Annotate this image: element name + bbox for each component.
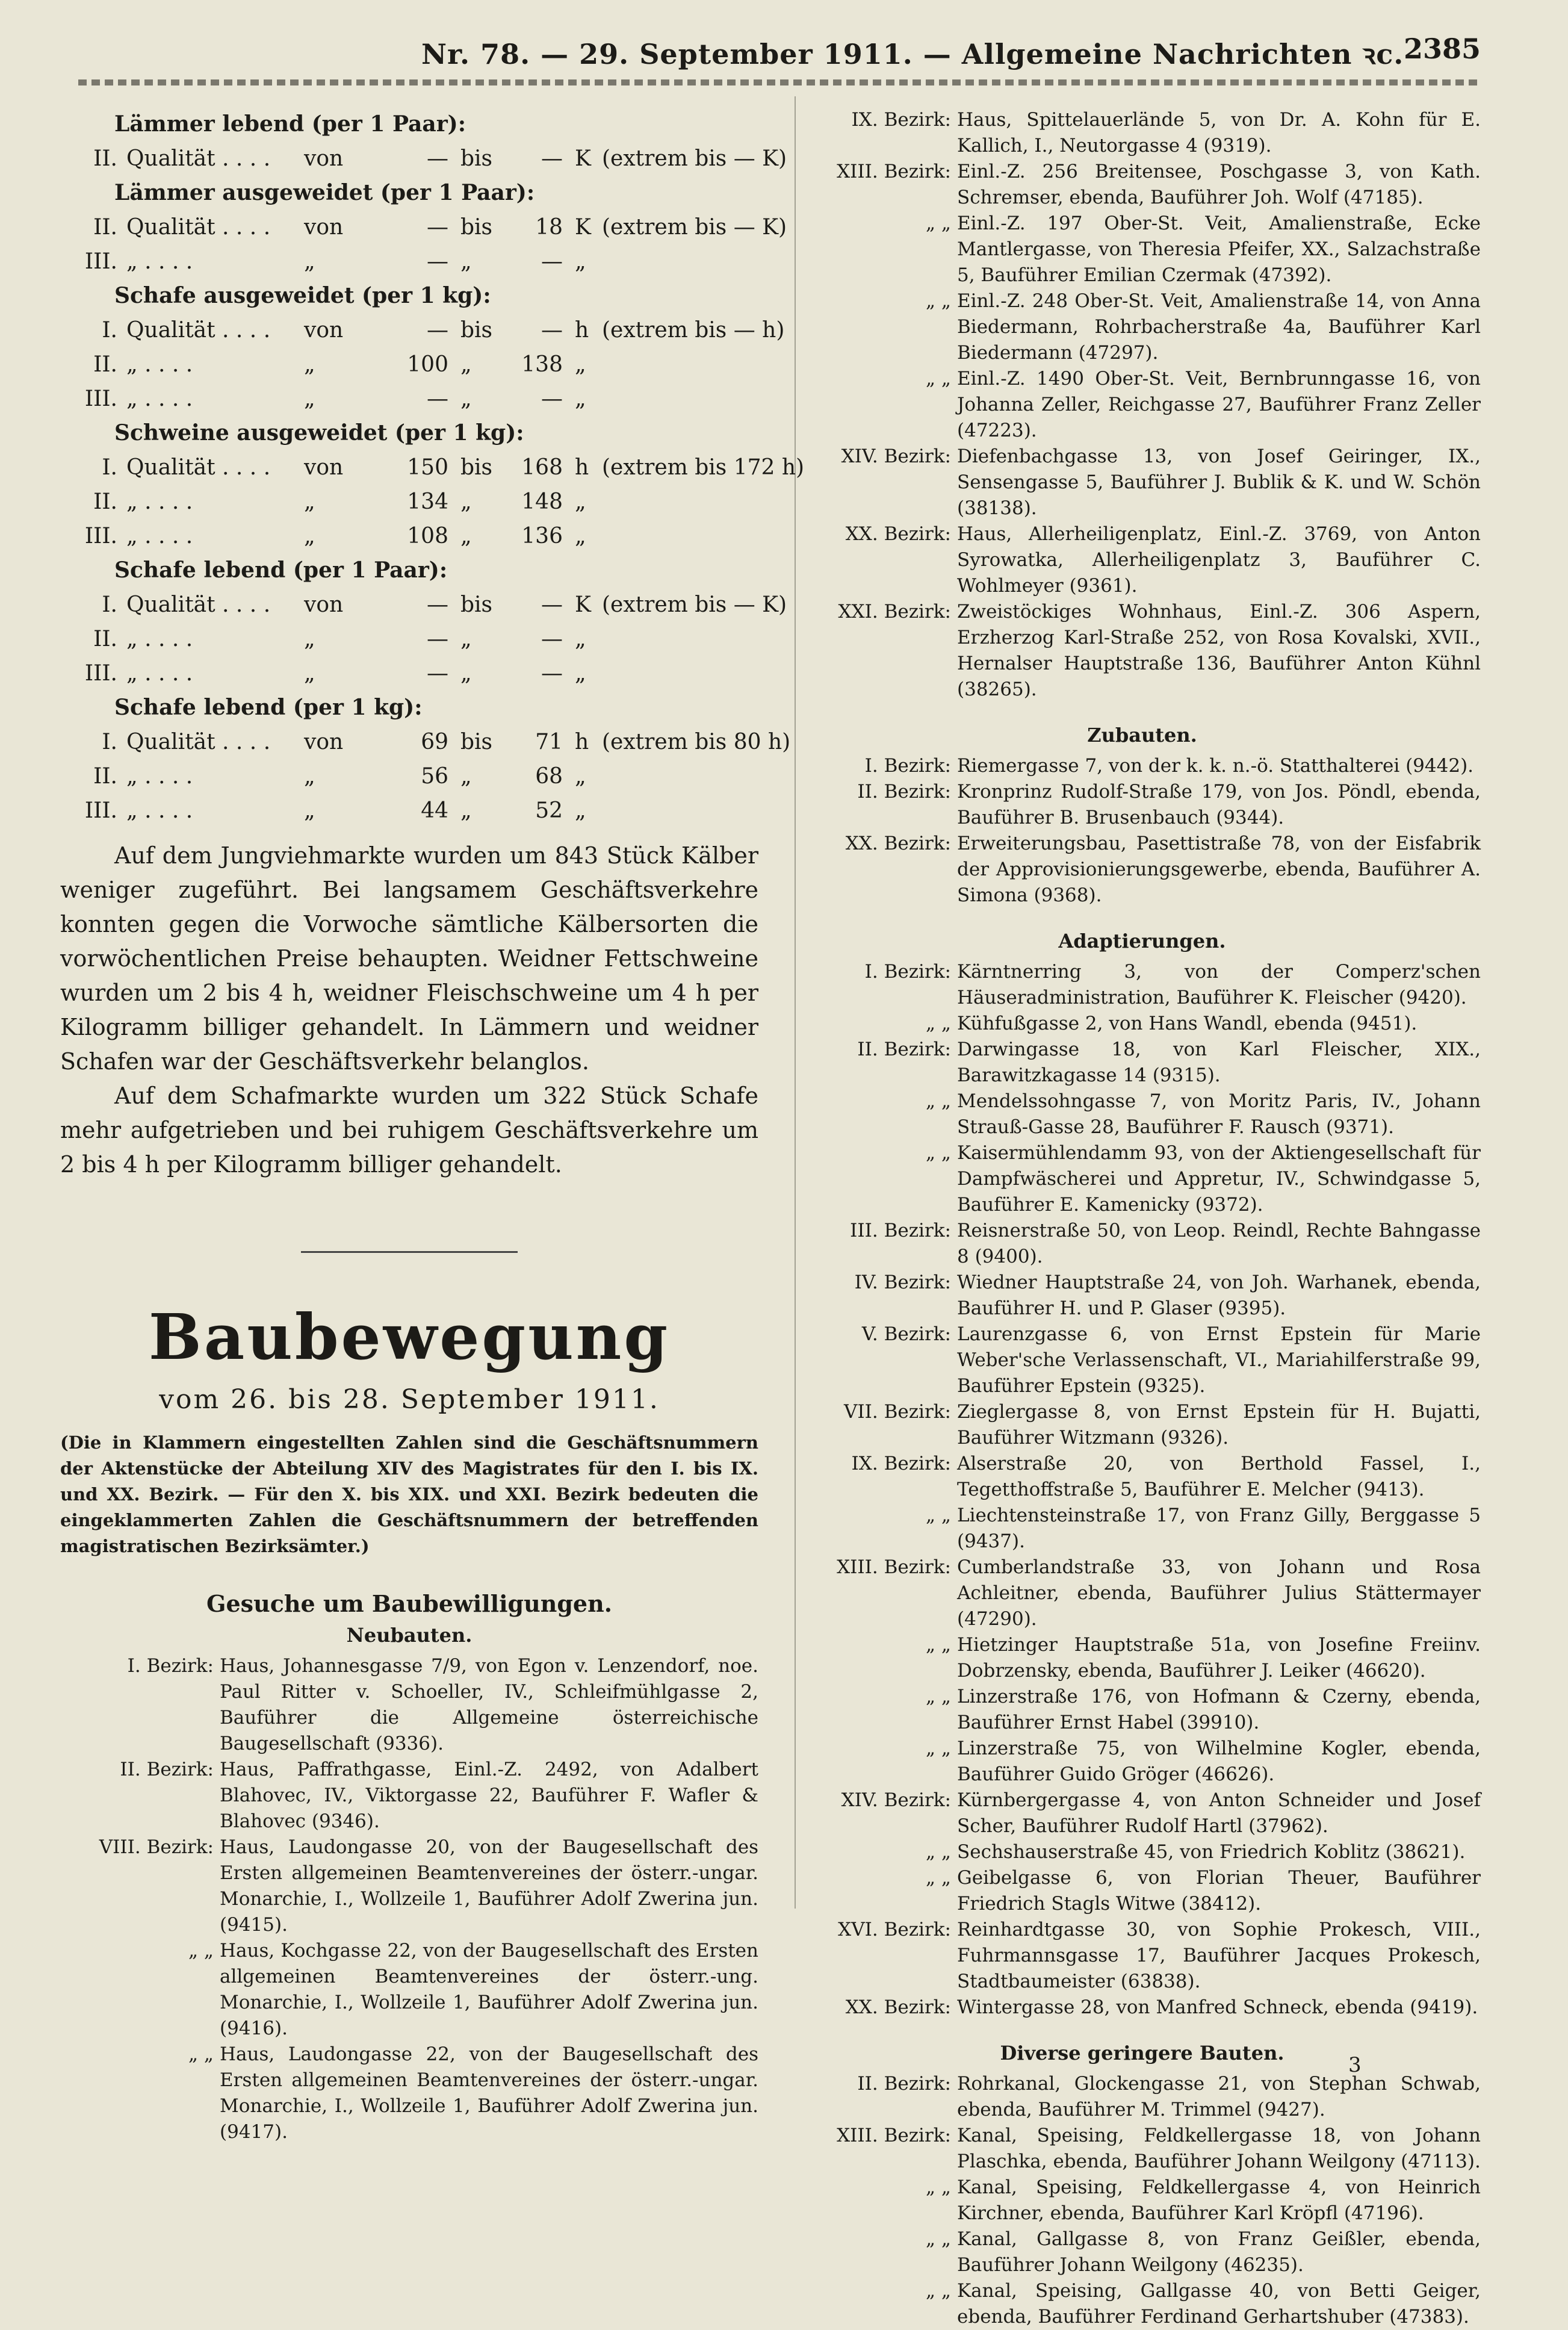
building-entry	[804, 831, 1481, 909]
price-from: 44	[421, 798, 448, 823]
district-label: II. Bezirk:	[120, 1759, 214, 1780]
price-row	[60, 794, 758, 828]
from-word: von	[304, 215, 344, 240]
building-entry	[60, 1834, 758, 1938]
page-number: 2385	[1403, 33, 1481, 65]
district-label: XIV. Bezirk:	[841, 1789, 951, 1811]
entry-text: Wintergasse 28, von Manfred Schneck, ebenda (9419).	[957, 1996, 1478, 2018]
entry-text: Zieglergasse 8, von Ernst Epstein für H. Bujatti, Bauführer Witzmann (9326).	[957, 1401, 1481, 1449]
price-extreme: (extrem bis 80 h)	[602, 730, 791, 754]
from-word: von	[304, 592, 344, 617]
price-unit: h	[575, 455, 589, 480]
entry-text: Geibelgasse 6, von Florian Theuer, Bauführer Friedrich Stagls Witwe (38412).	[957, 1867, 1481, 1915]
price-to: —	[541, 249, 563, 274]
entry-text: Kanal, Speising, Gallgasse 40, von Betti Geiger, ebenda, Bauführer Ferdinand Gerhartshuber (47383).	[957, 2280, 1481, 2328]
district-label: XX. Bezirk:	[845, 833, 951, 854]
district-label: XXI. Bezirk:	[838, 601, 951, 623]
from-word: „	[304, 627, 315, 651]
price-from: —	[427, 318, 448, 343]
market-paragraph-1: Auf dem Jungviehmarkte wurden um 843 Stück Kälber weniger zugeführt. Bei langsamem Geschäftsverkehre konnten gegen die Vorwoche sämtliche Kälbersorten die vorwöchentlichen Preise behaupten. Weidner Fettschweine wurden um 2 bis 4 h, weidner Fleischschweine um 4 h per Kilogramm billiger gehandelt. In Lämmern und weidner Schafen war der Geschäftsverkehr belanglos.	[60, 842, 758, 1075]
price-row	[60, 622, 758, 656]
district-label: „ „	[926, 1841, 951, 1863]
entry-text: Reisnerstraße 50, von Leop. Reindl, Rechte Bahngasse 8 (9400).	[957, 1220, 1481, 1267]
district-label: „ „	[926, 2280, 951, 2302]
quality-label: „ . . . .	[126, 627, 193, 651]
price-row	[60, 313, 785, 347]
price-unit: K	[575, 592, 591, 617]
to-word: „	[460, 524, 472, 548]
to-word: bis	[460, 455, 493, 480]
quality-label: „ . . . .	[126, 489, 193, 514]
entry-text: Rohrkanal, Glockengasse 21, von Stephan Schwab, ebenda, Bauführer M. Trimmel (9427).	[957, 2073, 1481, 2120]
building-entry	[804, 599, 1481, 703]
from-word: „	[304, 524, 315, 548]
district-label: „ „	[926, 1634, 951, 1656]
building-entry	[804, 211, 1481, 288]
price-to: 71	[535, 730, 563, 754]
livestock-price-list	[60, 107, 805, 828]
district-label: „ „	[926, 1090, 951, 1112]
baubewegung-date: vom 26. bis 28. September 1911.	[159, 1384, 660, 1415]
district-label: XIII. Bezirk:	[837, 1556, 951, 1578]
district-label: „ „	[926, 1505, 951, 1526]
building-entry	[804, 1839, 1481, 1865]
price-row	[60, 656, 758, 691]
price-to: 18	[535, 215, 563, 240]
building-entry	[804, 1917, 1481, 1995]
price-to: 136	[521, 524, 563, 548]
building-entry	[804, 1399, 1481, 1451]
entry-text: Einl.-Z. 248 Ober-St. Veit, Amalienstraße 14, von Anna Biedermann, Rohrbacherstraße 4a, Bauführer Karl Biedermann (47297).	[957, 290, 1481, 364]
district-label: XIII. Bezirk:	[837, 161, 951, 182]
price-unit: „	[575, 387, 586, 411]
price-to: 168	[521, 455, 563, 480]
building-entry	[804, 1089, 1481, 1140]
quality-grade: I.	[102, 592, 117, 617]
district-label: I. Bezirk:	[864, 755, 951, 777]
district-label: „ „	[926, 1686, 951, 1707]
adaptierungen-heading: Adaptierungen.	[1058, 930, 1226, 952]
district-label: „ „	[926, 1142, 951, 1164]
entry-text: Sechshauserstraße 45, von Friedrich Koblitz (38621).	[957, 1841, 1466, 1863]
price-row	[60, 588, 787, 622]
quality-grade: I.	[102, 318, 117, 343]
price-to: 138	[521, 352, 563, 377]
to-word: „	[460, 661, 472, 686]
quality-label: „ . . . .	[126, 352, 193, 377]
entry-text: Riemergasse 7, von der k. k. n.-ö. Statthalterei (9442).	[957, 755, 1474, 777]
building-entry	[804, 2175, 1481, 2226]
from-word: von	[304, 730, 344, 754]
price-to: —	[541, 387, 563, 411]
header-rule	[78, 79, 1481, 85]
entry-text: Alserstraße 20, von Berthold Fassel, I., Tegetthoffstraße 5, Bauführer E. Melcher (9413).	[957, 1453, 1481, 1500]
price-extreme: (extrem bis — K)	[602, 215, 787, 240]
district-label: VIII. Bezirk:	[99, 1836, 214, 1858]
price-to: —	[541, 318, 563, 343]
entry-text: Linzerstraße 75, von Wilhelmine Kogler, ebenda, Bauführer Guido Gröger (46626).	[957, 1738, 1481, 1785]
price-unit: „	[575, 798, 586, 823]
price-row	[60, 382, 758, 416]
entry-text: Diefenbachgasse 13, von Josef Geiringer, IX., Sensengasse 5, Bauführer J. Bublik & K. und W. Schön (38138).	[957, 446, 1481, 519]
district-label: I. Bezirk:	[127, 1655, 214, 1677]
building-entry	[804, 959, 1481, 1011]
entry-text: Hietzinger Hauptstraße 51a, von Josefine Freiinv. Dobrzensky, ebenda, Bauführer J. Leiker (46620).	[957, 1634, 1481, 1682]
adaptierungen-list	[804, 959, 1481, 2021]
price-unit: „	[575, 249, 586, 274]
district-label: „ „	[926, 2176, 951, 2198]
price-from: 69	[421, 730, 448, 754]
quality-grade: II.	[93, 215, 117, 240]
diverse-list	[804, 2071, 1481, 2330]
to-word: bis	[460, 146, 493, 171]
district-label: V. Bezirk:	[861, 1323, 951, 1345]
entry-text: Einl.-Z. 197 Ober-St. Veit, Amalienstraße, Ecke Mantlergasse, von Theresia Pfeifer, XX., Salzachstraße 5, Bauführer Emilian Czermak (47392).	[957, 213, 1481, 286]
building-entry	[60, 1653, 758, 1757]
quality-label: Qualität . . . .	[126, 730, 271, 754]
entry-text: Liechtensteinstraße 17, von Franz Gilly, Berggasse 5 (9437).	[957, 1505, 1481, 1552]
to-word: „	[460, 249, 472, 274]
building-entry	[804, 159, 1481, 211]
building-entry	[804, 366, 1481, 444]
price-row	[60, 485, 758, 519]
entry-text: Linzerstraße 176, von Hofmann & Czerny, ebenda, Bauführer Ernst Habel (39910).	[957, 1686, 1481, 1733]
price-row	[60, 141, 787, 176]
zubauten-list	[804, 753, 1481, 909]
livestock-category: Lämmer lebend (per 1 Paar):	[114, 111, 466, 137]
footer-number: 3	[1348, 2053, 1362, 2077]
entry-text: Darwingasse 18, von Karl Fleischer, XIX., Barawitzkagasse 14 (9315).	[957, 1039, 1481, 1086]
building-entry	[804, 107, 1481, 159]
district-label: „ „	[926, 368, 951, 390]
to-word: „	[460, 764, 472, 789]
building-entry	[804, 521, 1481, 599]
quality-grade: II.	[93, 627, 117, 651]
price-to: —	[541, 627, 563, 651]
quality-label: „ . . . .	[126, 764, 193, 789]
to-word: „	[460, 627, 472, 651]
from-word: „	[304, 387, 315, 411]
building-entry	[804, 1270, 1481, 1322]
building-entry	[804, 1451, 1481, 1503]
building-entry	[804, 1865, 1481, 1917]
price-to: —	[541, 661, 563, 686]
livestock-category: Schafe ausgeweidet (per 1 kg):	[114, 283, 491, 308]
from-word: „	[304, 798, 315, 823]
price-to: —	[541, 592, 563, 617]
district-label: „ „	[926, 290, 951, 312]
entry-text: Zweistöckiges Wohnhaus, Einl.-Z. 306 Aspern, Erzherzog Karl-Straße 252, von Rosa Kovalski, XVII., Hernalser Hauptstraße 136, Bauführer Anton Kühnl (38265).	[957, 601, 1481, 700]
building-entry	[60, 1757, 758, 1834]
price-extreme: (extrem bis 172 h)	[602, 455, 805, 480]
livestock-category: Schweine ausgeweidet (per 1 kg):	[114, 420, 524, 446]
price-unit: „	[575, 627, 586, 651]
entry-text: Kärntnerring 3, von der Comperz'schen Häuseradministration, Bauführer K. Fleischer (9420).	[957, 961, 1481, 1008]
gesuche-heading: Gesuche um Baubewilligungen.	[206, 1590, 612, 1617]
quality-grade: I.	[102, 455, 117, 480]
district-label: II. Bezirk:	[857, 1039, 951, 1060]
price-from: 134	[407, 489, 448, 514]
price-to: 68	[535, 764, 563, 789]
quality-grade: II.	[93, 489, 117, 514]
quality-label: „ . . . .	[126, 798, 193, 823]
price-unit: „	[575, 661, 586, 686]
price-to: —	[541, 146, 563, 171]
entry-text: Kühfußgasse 2, von Hans Wandl, ebenda (9451).	[957, 1013, 1418, 1034]
page-header	[72, 29, 1481, 83]
entry-text: Kronprinz Rudolf-Straße 179, von Jos. Pöndl, ebenda, Bauführer B. Brusenbauch (9344).	[957, 781, 1481, 828]
building-entry	[804, 1555, 1481, 1632]
price-row	[60, 210, 787, 244]
price-to: 52	[535, 798, 563, 823]
price-from: 56	[421, 764, 448, 789]
district-label: „ „	[926, 1013, 951, 1034]
to-word: „	[460, 489, 472, 514]
neubauten-list-left	[60, 1653, 758, 2145]
district-label: „ „	[926, 1738, 951, 1759]
district-label: II. Bezirk:	[857, 2073, 951, 2095]
building-entry	[804, 1684, 1481, 1736]
price-unit: h	[575, 730, 589, 754]
quality-grade: II.	[93, 764, 117, 789]
quality-label: „ . . . .	[126, 661, 193, 686]
building-entry	[804, 1503, 1481, 1555]
from-word: „	[304, 352, 315, 377]
livestock-category: Lämmer ausgeweidet (per 1 Paar):	[114, 180, 535, 205]
district-label: IX. Bezirk:	[851, 1453, 951, 1474]
entry-text: Laurenzgasse 6, von Ernst Epstein für Marie Weber'sche Verlassenschaft, VI., Mariahilferstraße 99, Bauführer Epstein (9325).	[957, 1323, 1481, 1397]
building-entry	[804, 1140, 1481, 1218]
price-to: 148	[521, 489, 563, 514]
from-word: „	[304, 489, 315, 514]
entry-text: Kanal, Gallgasse 8, von Franz Geißler, ebenda, Bauführer Johann Weilgony (46235).	[957, 2228, 1481, 2276]
market-paragraph-2: Auf dem Schafmarkte wurden um 322 Stück Schafe mehr aufgetrieben und bei ruhigem Geschäftsverkehre um 2 bis 4 h per Kilogramm billiger gehandelt.	[60, 1083, 758, 1178]
zubauten-heading: Zubauten.	[1087, 724, 1197, 747]
from-word: von	[304, 455, 344, 480]
price-from: —	[427, 249, 448, 274]
price-extreme: (extrem bis — K)	[602, 146, 787, 171]
price-unit: h	[575, 318, 589, 343]
building-entry	[804, 1037, 1481, 1089]
neubauten-list-right	[804, 107, 1481, 703]
district-label: „ „	[926, 1867, 951, 1889]
entry-text: Cumberlandstraße 33, von Johann und Rosa Achleitner, ebenda, Bauführer Julius Stättermayer (47290).	[957, 1556, 1481, 1630]
quality-grade: II.	[93, 146, 117, 171]
quality-label: Qualität . . . .	[126, 318, 271, 343]
building-entry	[804, 2071, 1481, 2123]
quality-label: Qualität . . . .	[126, 455, 271, 480]
entry-text: Einl.-Z. 1490 Ober-St. Veit, Bernbrunngasse 16, von Johanna Zeller, Reichgasse 27, Bauführer Franz Zeller (47223).	[957, 368, 1481, 441]
quality-label: Qualität . . . .	[126, 592, 271, 617]
from-word: von	[304, 318, 344, 343]
diverse-heading: Diverse geringere Bauten.	[1000, 2042, 1284, 2064]
price-unit: „	[575, 524, 586, 548]
quality-label: „ . . . .	[126, 524, 193, 548]
district-label: II. Bezirk:	[857, 781, 951, 803]
price-from: 150	[407, 455, 448, 480]
district-label: XX. Bezirk:	[845, 523, 951, 545]
entry-text: Einl.-Z. 256 Breitensee, Poschgasse 3, von Kath. Schremser, ebenda, Bauführer Joh. Wolf (47185).	[957, 161, 1481, 208]
building-entry	[804, 753, 1481, 779]
price-from: —	[427, 215, 448, 240]
building-entry	[804, 1788, 1481, 1839]
to-word: „	[460, 387, 472, 411]
entry-text: Kaisermühlendamm 93, von der Aktiengesellschaft für Dampfwäscherei und Appretur, IV., Schwindgasse 5, Bauführer E. Kamenicky (9372).	[957, 1142, 1481, 1216]
district-label: XVI. Bezirk:	[838, 1919, 951, 1940]
price-unit: „	[575, 489, 586, 514]
right-column	[804, 107, 1481, 2330]
from-word: „	[304, 661, 315, 686]
entry-text: Haus, Laudongasse 20, von der Baugesellschaft des Ersten allgemeinen Beamtenvereines der österr.-ungar. Monarchie, I., Wollzeile 1, Bauführer Adolf Zwerina jun. (9415).	[220, 1836, 758, 1936]
quality-grade: III.	[84, 249, 117, 274]
district-label: „ „	[926, 213, 951, 234]
quality-grade: III.	[84, 798, 117, 823]
to-word: bis	[460, 592, 493, 617]
price-extreme: (extrem bis — h)	[602, 318, 785, 343]
building-entry	[60, 1938, 758, 2042]
quality-grade: II.	[93, 352, 117, 377]
entry-text: Kanal, Speising, Feldkellergasse 4, von Heinrich Kirchner, ebenda, Bauführer Karl Kröpfl (47196).	[957, 2176, 1481, 2224]
district-label: „ „	[188, 1940, 214, 1962]
entry-text: Reinhardtgasse 30, von Sophie Prokesch, VIII., Fuhrmannsgasse 17, Bauführer Jacques Prokesch, Stadtbaumeister (63838).	[957, 1919, 1481, 1992]
price-unit: K	[575, 215, 591, 240]
price-from: 108	[407, 524, 448, 548]
baubewegung-title: Baubewegung	[148, 1300, 671, 1374]
to-word: bis	[460, 215, 493, 240]
price-from: —	[427, 146, 448, 171]
quality-label: „ . . . .	[126, 387, 193, 411]
building-entry	[804, 1632, 1481, 1684]
district-label: XIV. Bezirk:	[841, 446, 951, 467]
livestock-category: Schafe lebend (per 1 kg):	[114, 695, 423, 720]
district-label: XX. Bezirk:	[845, 1996, 951, 2018]
section-divider	[301, 1251, 518, 1253]
entry-text: Wiedner Hauptstraße 24, von Joh. Warhanek, ebenda, Bauführer H. und P. Glaser (9395).	[957, 1272, 1481, 1319]
price-from: 100	[407, 352, 448, 377]
building-entry	[60, 2042, 758, 2145]
to-word: „	[460, 798, 472, 823]
price-unit: „	[575, 352, 586, 377]
price-unit: „	[575, 764, 586, 789]
building-entry	[804, 1736, 1481, 1788]
building-entry	[804, 779, 1481, 831]
price-row	[60, 347, 758, 382]
entry-text: Haus, Kochgasse 22, von der Baugesellschaft des Ersten allgemeinen Beamtenvereines der österr.-ung. Monarchie, I., Wollzeile 1, Bauführer Adolf Zwerina jun. (9416).	[220, 1940, 758, 2039]
price-from: —	[427, 592, 448, 617]
to-word: bis	[460, 318, 493, 343]
entry-text: Kanal, Speising, Feldkellergasse 18, von Johann Plaschka, ebenda, Bauführer Johann Weilgony (47113).	[957, 2125, 1481, 2172]
building-entry	[804, 2278, 1481, 2330]
building-entry	[804, 2226, 1481, 2278]
quality-label: Qualität . . . .	[126, 146, 271, 171]
from-word: „	[304, 249, 315, 274]
baubewegung-note: (Die in Klammern eingestellten Zahlen sind die Geschäftsnummern der Aktenstücke der Abteilung XIV des Magistrates für den I. bis IX. und XX. Bezirk. — Für den X. bis XIX. und XXI. Bezirk bedeuten die eingeklammerten Zahlen die Geschäftsnummern der betreffenden magistratischen Bezirksämter.)	[60, 1432, 758, 1556]
to-word: „	[460, 352, 472, 377]
entry-text: Erweiterungsbau, Pasettistraße 78, von der Eisfabrik der Approvisionierungsgewerbe, ebenda, Bauführer A. Simona (9368).	[957, 833, 1481, 906]
district-label: „ „	[926, 2228, 951, 2250]
district-label: XIII. Bezirk:	[837, 2125, 951, 2146]
entry-text: Haus, Laudongasse 22, von der Baugesellschaft des Ersten allgemeinen Beamtenvereines der österr.-ungar. Monarchie, I., Wollzeile 1, Bauführer Adolf Zwerina jun. (9417).	[220, 2043, 758, 2143]
entry-text: Kürnbergergasse 4, von Anton Schneider und Josef Scher, Bauführer Rudolf Hartl (37962).	[957, 1789, 1481, 1837]
district-label: III. Bezirk:	[850, 1220, 951, 1241]
price-unit: K	[575, 146, 591, 171]
entry-text: Haus, Paffrathgasse, Einl.-Z. 2492, von Adalbert Blahovec, IV., Viktorgasse 22, Bauführer F. Wafler & Blahovec (9346).	[220, 1759, 758, 1832]
price-from: —	[427, 387, 448, 411]
price-row	[60, 450, 805, 485]
to-word: bis	[460, 730, 493, 754]
neubauten-heading: Neubauten.	[346, 1624, 473, 1647]
price-from: —	[427, 661, 448, 686]
building-entry	[804, 1995, 1481, 2021]
building-entry	[804, 444, 1481, 521]
building-entry	[804, 2123, 1481, 2175]
district-label: VII. Bezirk:	[843, 1401, 951, 1423]
left-column	[60, 107, 805, 2145]
district-label: IV. Bezirk:	[854, 1272, 951, 1293]
price-row	[60, 244, 758, 279]
entry-text: Haus, Allerheiligenplatz, Einl.-Z. 3769, von Anton Syrowatka, Allerheiligenplatz 3, Bauführer C. Wohlmeyer (9361).	[957, 523, 1481, 597]
entry-text: Mendelssohngasse 7, von Moritz Paris, IV., Johann Strauß-Gasse 28, Bauführer F. Rausch (9371).	[957, 1090, 1481, 1138]
livestock-category: Schafe lebend (per 1 Paar):	[114, 558, 448, 583]
district-label: I. Bezirk:	[864, 961, 951, 983]
quality-grade: III.	[84, 524, 117, 548]
quality-grade: I.	[102, 730, 117, 754]
quality-grade: III.	[84, 387, 117, 411]
district-label: IX. Bezirk:	[851, 109, 951, 131]
price-from: —	[427, 627, 448, 651]
from-word: von	[304, 146, 344, 171]
header-title: Nr. 78. — 29. September 1911. — Allgemeine Nachrichten ꝛc.	[421, 38, 1404, 70]
building-entry	[804, 1322, 1481, 1399]
price-row	[60, 725, 791, 759]
building-entry	[804, 288, 1481, 366]
entry-text: Haus, Spittelauerlände 5, von Dr. A. Kohn für E. Kallich, I., Neutorgasse 4 (9319).	[957, 109, 1481, 157]
price-row	[60, 519, 758, 553]
district-label: „ „	[188, 2043, 214, 2065]
price-extreme: (extrem bis — K)	[602, 592, 787, 617]
building-entry	[804, 1218, 1481, 1270]
quality-label: „ . . . .	[126, 249, 193, 274]
quality-grade: III.	[84, 661, 117, 686]
price-row	[60, 759, 758, 794]
from-word: „	[304, 764, 315, 789]
entry-text: Haus, Johannesgasse 7/9, von Egon v. Lenzendorf, noe. Paul Ritter v. Schoeller, IV., Schleifmühlgasse 2, Bauführer die Allgemeine österreichische Baugesellschaft (9336).	[220, 1655, 758, 1754]
building-entry	[804, 1011, 1481, 1037]
quality-label: Qualität . . . .	[126, 215, 271, 240]
column-divider	[795, 96, 796, 1909]
